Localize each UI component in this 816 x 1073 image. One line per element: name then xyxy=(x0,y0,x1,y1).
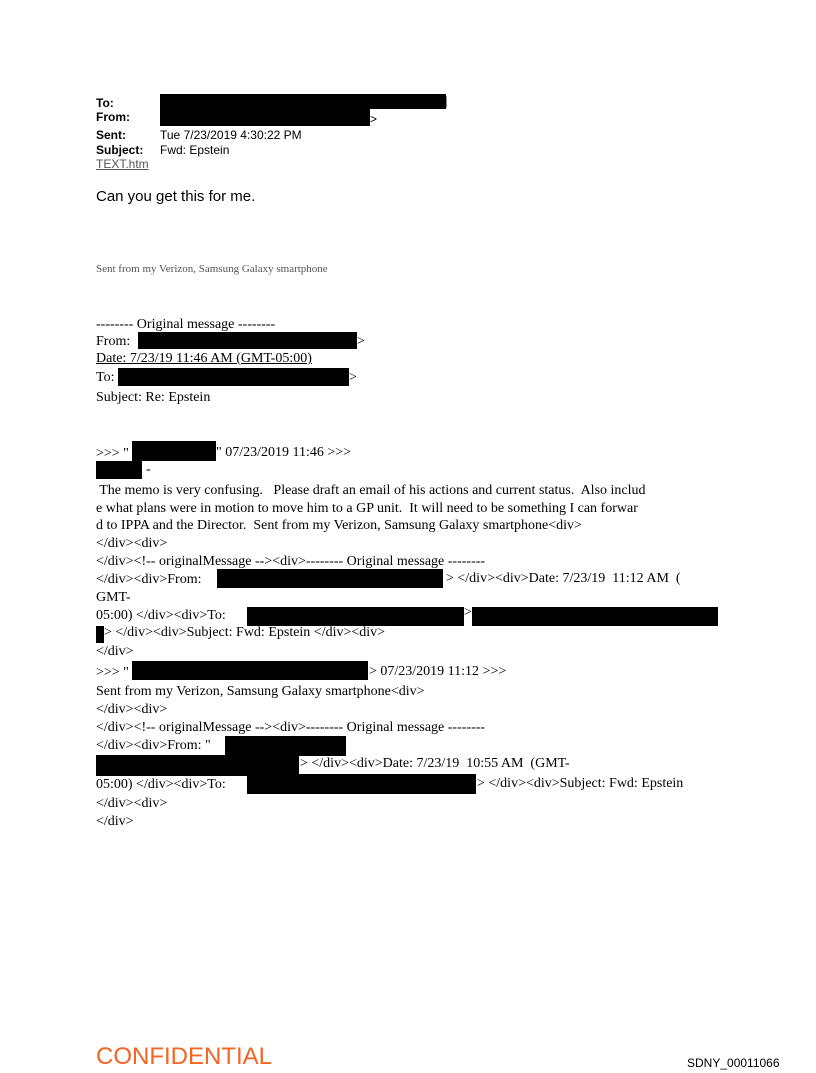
message-signature: Sent from my Verizon, Samsung Galaxy smartphone xyxy=(96,263,328,275)
redaction-quote-to-1 xyxy=(247,607,464,626)
quote3-date-line: > </div><div>Date: 7/23/19 10:55 AM (GMT- xyxy=(300,756,570,771)
redaction-quote3-to xyxy=(247,774,476,794)
quote-line: GMT- xyxy=(96,590,131,605)
quote-line: </div> xyxy=(96,814,134,829)
quote-to-mid: > xyxy=(464,605,472,620)
quote1-dash: - xyxy=(146,462,151,477)
header-to-tail: ] xyxy=(444,94,448,108)
quote-line: </div> xyxy=(96,644,134,659)
quote-from-pre: </div><div>From: xyxy=(96,572,205,587)
quote1-para-line1: The memo is very confusing. Please draft an email of his actions and current status. Also includ xyxy=(96,483,646,498)
original-to-row xyxy=(96,369,114,386)
original-divider: -------- Original message -------- xyxy=(96,317,276,332)
quote-line: </div><div> xyxy=(96,796,168,811)
message-body: Can you get this for me. xyxy=(96,188,256,205)
original-to-label: To: xyxy=(96,370,115,385)
header-from-label: From: xyxy=(96,110,130,124)
quote-to-pre: 05:00) </div><div>To: xyxy=(96,608,230,623)
quote2-header-post: > 07/23/2019 11:12 >>> xyxy=(369,664,507,679)
original-to-tail: > xyxy=(349,370,357,385)
redaction-quote-to-2 xyxy=(472,607,718,626)
quote-line: </div><div> xyxy=(96,702,168,717)
original-from-label: From: xyxy=(96,334,131,349)
header-to-label: To: xyxy=(96,96,114,110)
redaction-from xyxy=(160,109,370,126)
redaction-quote-to-3 xyxy=(96,626,104,643)
bates-number: SDNY_00011066 xyxy=(687,1056,780,1070)
redaction-quote1-sender xyxy=(132,441,216,461)
redaction-to xyxy=(160,94,446,109)
original-date: Date: 7/23/19 11:46 AM (GMT-05:00) xyxy=(96,351,312,366)
header-subject-value: Fwd: Epstein xyxy=(160,143,230,157)
quote-line: </div><div> xyxy=(96,536,168,551)
attachment-link[interactable]: TEXT.htm xyxy=(96,157,149,171)
quote-line: </div><!-- originalMessage --><div>-------- Original message -------- xyxy=(96,720,486,735)
original-subject: Subject: Re: Epstein xyxy=(96,390,211,405)
redaction-salutation xyxy=(96,461,142,479)
redaction-quote2-sender xyxy=(132,661,368,680)
quote1-para-line3: d to IPPA and the Director. Sent from my Verizon, Samsung Galaxy smartphone<div> xyxy=(96,518,582,533)
quote3-from-pre: </div><div>From: " xyxy=(96,738,211,753)
quote-line: </div><!-- originalMessage --><div>-------- Original message -------- xyxy=(96,554,486,569)
header-from-tail: > xyxy=(370,112,378,126)
quote-line: Sent from my Verizon, Samsung Galaxy smartphone<div> xyxy=(96,684,425,699)
redaction-quote-from xyxy=(217,569,443,588)
quote3-to-post: > </div><div>Subject: Fwd: Epstein xyxy=(477,776,684,791)
redaction-quote3-from-2 xyxy=(96,755,299,776)
redaction-quote3-from-1 xyxy=(225,736,346,756)
quote3-to-pre: 05:00) </div><div>To: xyxy=(96,777,230,792)
redaction-original-from xyxy=(138,332,357,349)
quote-from-post: > </div><div>Date: 7/23/19 11:12 AM ( xyxy=(446,571,681,586)
header-sent-label: Sent: xyxy=(96,128,126,142)
quote1-para-line2: e what plans were in motion to move him to a GP unit. It will need to be something I can forwar xyxy=(96,501,638,516)
header-sent-value: Tue 7/23/2019 4:30:22 PM xyxy=(160,128,302,142)
original-from-tail: > xyxy=(357,334,365,349)
quote-subject-line: > </div><div>Subject: Fwd: Epstein </div><div> xyxy=(104,625,386,640)
confidential-stamp: CONFIDENTIAL xyxy=(96,1043,273,1070)
quote2-header-pre: >>> " xyxy=(96,665,129,680)
quote1-header-post: " 07/23/2019 11:46 >>> xyxy=(216,445,352,460)
original-from-row xyxy=(96,333,130,350)
redaction-original-to xyxy=(118,368,349,386)
header-subject-label: Subject: xyxy=(96,143,144,157)
quote1-header-pre: >>> " xyxy=(96,446,129,461)
